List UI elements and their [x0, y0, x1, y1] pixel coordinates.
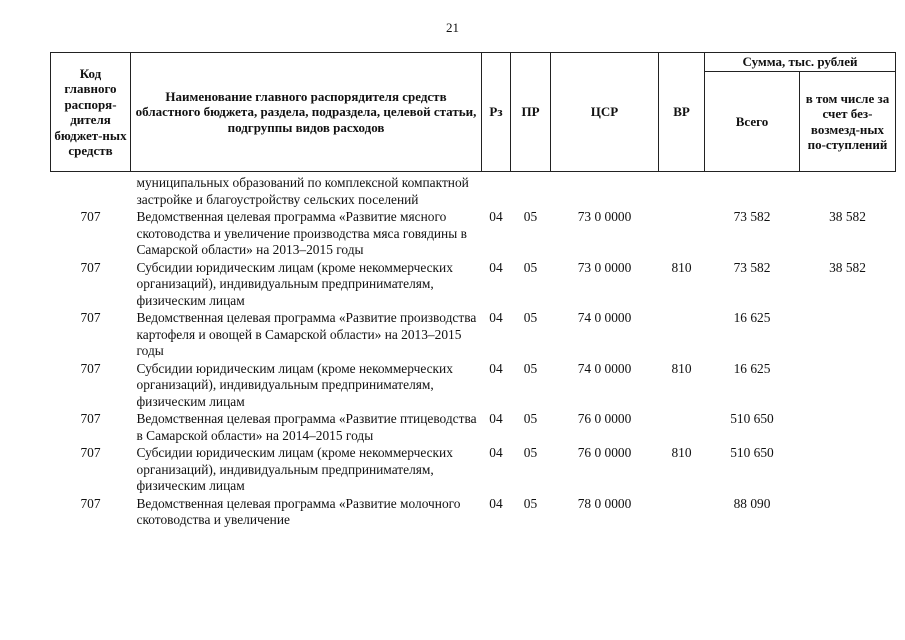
cell-csr: 73 0 0000 — [577, 259, 632, 275]
cell-total: 510 650 — [730, 411, 774, 426]
cell-incl — [800, 309, 896, 360]
cell-name: Ведомственная целевая программа «Развитие мясного скотоводства и увеличение производства мяса говядины в Самарской области» на 2013–2015 годы — [136, 209, 467, 257]
cell-pr: 05 — [523, 445, 538, 460]
cell-code: 707 — [80, 310, 101, 325]
cell-code: 707 — [80, 209, 101, 224]
cell-total: 510 650 — [730, 445, 774, 460]
table-row — [51, 410, 896, 444]
cell-vr — [659, 208, 705, 259]
cell-pr: 05 — [523, 209, 538, 224]
cell-csr: 76 0 0000 — [577, 411, 632, 426]
cell-rz: 04 — [489, 445, 503, 460]
header-pr: ПР — [511, 53, 551, 172]
cell-pr: 05 — [523, 360, 538, 376]
header-csr: ЦСР — [551, 53, 659, 172]
cell-total: 73 582 — [733, 209, 771, 224]
cell-pr: 05 — [523, 495, 538, 511]
continuation-text: муниципальных образований по комплексной компактной застройке и благоустройству сельских поселений — [136, 175, 469, 207]
cell-total: 73 582 — [733, 259, 771, 275]
cell-name: Ведомственная целевая программа «Развитие молочного скотоводства и увеличение — [136, 495, 461, 527]
cell-csr: 74 0 0000 — [577, 360, 632, 376]
header-name: Наименование главного распорядителя средств областного бюджета, раздела, подраздела, целевой статьи, подгруппы видов расходов — [131, 53, 482, 172]
cell-rz: 04 — [489, 360, 503, 376]
cell-total: 16 625 — [733, 360, 771, 376]
cell-total: 88 090 — [733, 495, 771, 511]
cell-incl — [800, 410, 896, 444]
cell-incl: 38 582 — [829, 209, 866, 224]
cell-pr: 05 — [523, 411, 538, 426]
cell-csr: 73 0 0000 — [577, 209, 632, 224]
cell-vr: 810 — [671, 259, 692, 275]
cell-vr: 810 — [671, 445, 692, 460]
cell-csr: 76 0 0000 — [577, 445, 632, 460]
cell-name: Субсидии юридическим лицам (кроме некоммерческих организаций), индивидуальным предпринимателям, физическим лицам — [136, 259, 453, 308]
cell-vr — [659, 495, 705, 529]
cell-vr: 810 — [671, 360, 692, 376]
cell-rz: 04 — [489, 209, 503, 224]
table-row — [51, 495, 896, 529]
cell-code: 707 — [80, 411, 101, 426]
cell-rz: 04 — [489, 495, 503, 511]
header-sum: Сумма, тыс. рублей — [705, 53, 896, 72]
cell-incl — [800, 360, 896, 411]
cell-csr: 74 0 0000 — [577, 310, 632, 325]
cell-name: Субсидии юридическим лицам (кроме некоммерческих организаций), индивидуальным предпринимателям, физическим лицам — [136, 445, 453, 493]
table-row — [51, 360, 896, 411]
cell-total: 16 625 — [733, 310, 771, 325]
cell-code: 707 — [80, 445, 101, 460]
table-row — [51, 172, 896, 209]
cell-vr — [659, 309, 705, 360]
cell-pr: 05 — [523, 310, 538, 325]
cell-rz: 04 — [489, 411, 503, 426]
page-number: 21 — [446, 20, 459, 35]
cell-code: 707 — [80, 495, 101, 511]
table-row — [51, 444, 896, 495]
header-vr: ВР — [659, 53, 705, 172]
cell-incl: 38 582 — [829, 259, 866, 275]
table-row — [51, 208, 896, 259]
cell-code: 707 — [80, 360, 101, 376]
cell-pr: 05 — [523, 259, 538, 275]
header-total: Всего — [705, 72, 800, 172]
table-row — [51, 309, 896, 360]
header-rz: Рз — [482, 53, 511, 172]
table-row — [51, 259, 896, 310]
cell-incl — [800, 495, 896, 529]
cell-name: Ведомственная целевая программа «Развитие птицеводства в Самарской области» на 2014–2015 годы — [136, 411, 477, 443]
cell-code: 707 — [80, 259, 101, 275]
cell-name: Субсидии юридическим лицам (кроме некоммерческих организаций), индивидуальным предпринимателям, физическим лицам — [136, 360, 453, 409]
budget-table — [50, 52, 896, 529]
cell-rz: 04 — [489, 259, 503, 275]
cell-csr: 78 0 0000 — [577, 495, 632, 511]
header-incl: в том числе за счет без-возмезд-ных по-ступлений — [800, 72, 896, 172]
cell-name: Ведомственная целевая программа «Развитие производства картофеля и овощей в Самарской области» на 2013–2015 годы — [136, 310, 477, 358]
header-code: Код главного распоря-дителя бюджет-ных средств — [51, 53, 131, 172]
cell-vr — [659, 410, 705, 444]
cell-rz: 04 — [489, 310, 503, 325]
cell-incl — [800, 444, 896, 495]
